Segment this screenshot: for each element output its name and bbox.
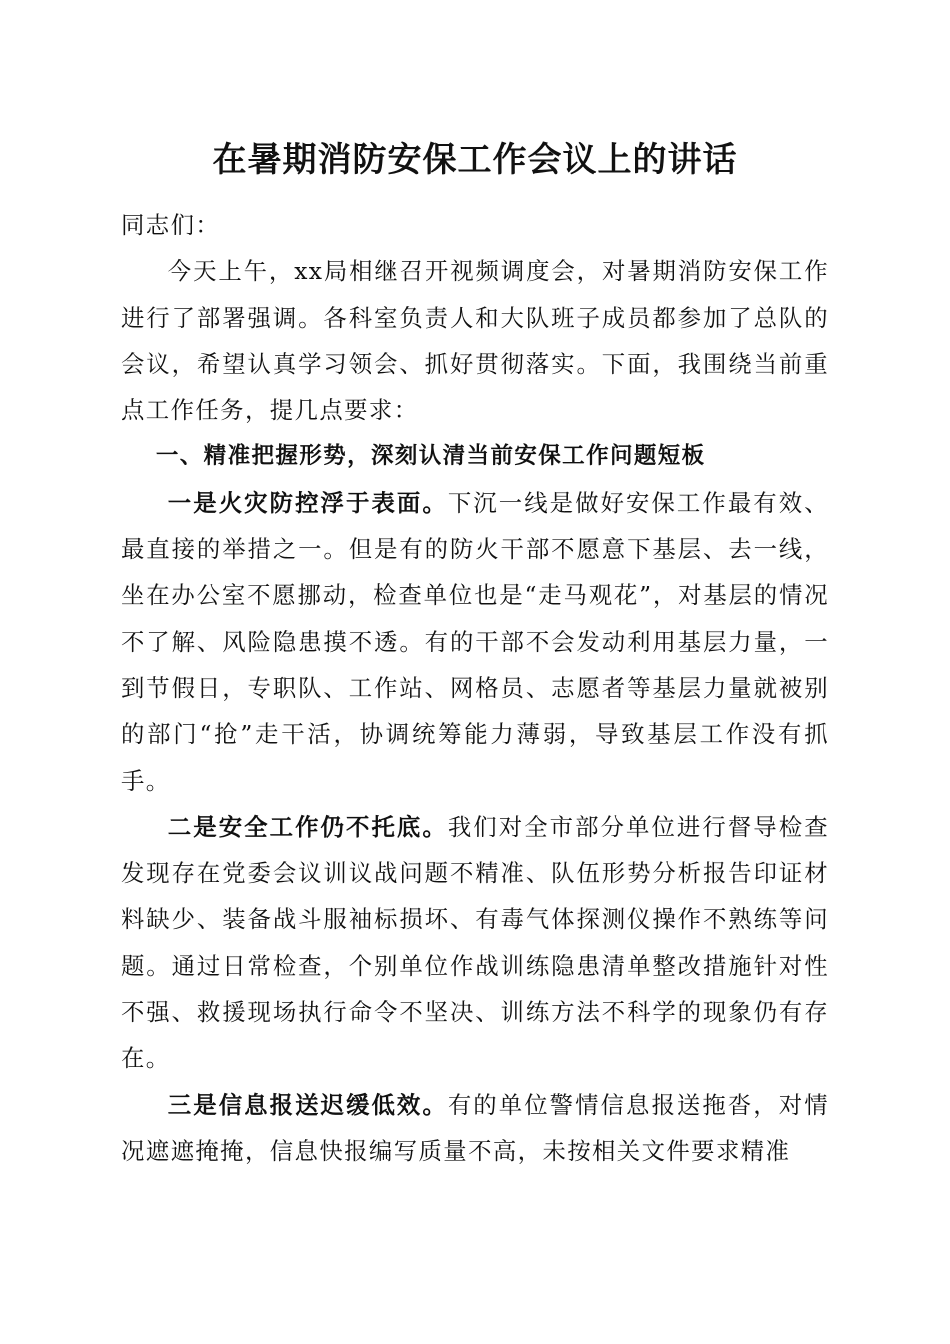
point-text-3: 有的单位警情信息报送拖沓，对情况遮遮掩掩，信息快报编写质量不高，未按相关文件要求精准 (121, 1090, 830, 1165)
document-title: 在暑期消防安保工作会议上的讲话 (212, 140, 738, 180)
point-paragraph-1 (121, 480, 829, 804)
document-body (121, 202, 829, 1174)
point-lead-3: 三是信息报送迟缓低效。 (167, 1090, 448, 1119)
point-text-2: 我们对全市部分单位进行督导检查发现存在党委会议训议战问题不精准、队伍形势分析报告印证材料缺少、装备战斗服袖标损坏、有毒气体探测仪操作不熟练等问题。通过日常检查，个别单位作战训练隐患清单整改措施针对性不强、救援现场执行命令不坚决、训练方法不科学的现象仍有存在。 (121, 812, 830, 1073)
point-text-1: 下沉一线是做好安保工作最有效、最直接的举措之一。但是有的防火干部不愿意下基层、去一线，坐在办公室不愿挪动，检查单位也是“走马观花”，对基层的情况不了解、风险隐患摸不透。有的干部不会发动利用基层力量，一到节假日，专职队、工作站、网格员、志愿者等基层力量就被别的部门“抢”走干活，协调统筹能力薄弱，导致基层工作没有抓手。 (121, 488, 830, 795)
salutation: 同志们： (121, 211, 221, 239)
point-paragraph-3 (121, 1082, 829, 1175)
intro-paragraph: 今天上午，xx局相继召开视频调度会，对暑期消防安保工作进行了部署强调。各科室负责人和大队班子成员都参加了总队的会议，希望认真学习领会、抓好贯彻落实。下面，我围绕当前重点工作任务，提几点要求： (121, 257, 829, 425)
point-lead-2: 二是安全工作仍不托底。 (167, 812, 448, 841)
point-lead-1: 一是火灾防控浮于表面。 (167, 488, 448, 517)
section-heading: 一、精准把握形势，深刻认清当前安保工作问题短板 (155, 443, 706, 470)
point-paragraph-2 (121, 804, 829, 1082)
